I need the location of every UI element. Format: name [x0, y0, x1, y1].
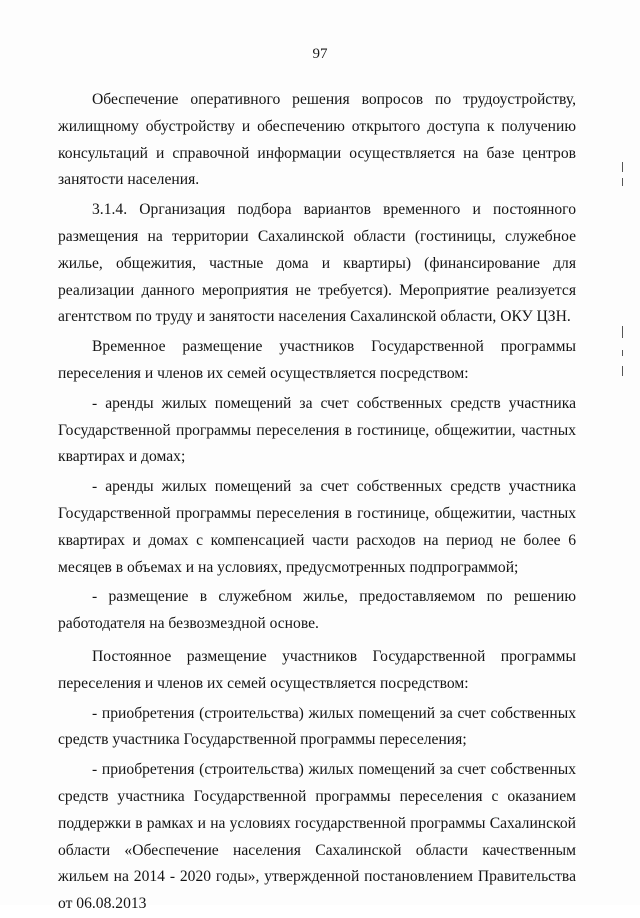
- scan-artifact: [622, 350, 623, 356]
- scan-artifact: [622, 326, 623, 338]
- paragraph: Обеспечение оперативного решения вопросов по трудоустройству, жилищному обустройству и обеспечению открытого доступа к получению консультаций и справочной информации осуществляется на базе центров занятости населения.: [58, 91, 576, 189]
- paragraph: Постоянное размещение участников Государственной программы переселения и членов их семей осуществляется посредством:: [58, 647, 576, 692]
- page-body: [58, 87, 576, 918]
- paragraph: Временное размещение участников Государственной программы переселения и членов их семей осуществляется посредством:: [58, 338, 576, 382]
- scan-artifact: [622, 162, 623, 172]
- page-number: 97: [312, 46, 328, 62]
- scan-artifact: [622, 178, 623, 186]
- list-item: - приобретения (строительства) жилых помещений за счет собственных средств участника Государственной программы переселения с оказанием поддержки в рамках и на условиях государственной программы Сахалинской области «Обеспечение населения Сахалинской области качественным жильем на 2014 - 2020 годы», утвержденной постановлением Правительства от 06.08.2013: [58, 761, 576, 913]
- list-item: - аренды жилых помещений за счет собственных средств участника Государственной программы переселения в гостинице, общежитии, частных квартирах и домах с компенсацией части расходов на период не более 6 месяцев в объемах и на условиях, предусмотренных подпрограммой;: [58, 478, 576, 576]
- scan-artifact: [622, 366, 623, 376]
- paragraph: 3.1.4. Организация подбора вариантов временного и постоянного размещения на территории Сахалинской области (гостиницы, служебное жилье, общежития, частные дома и квартиры) (финансирование для реализации данного мероприятия не требуется). Мероприятие реализуется агентством по труду и занятости населения Сахалинской области, ОКУ ЦЗН.: [58, 201, 576, 326]
- list-item: - аренды жилых помещений за счет собственных средств участника Государственной программы переселения в гостинице, общежитии, частных квартирах и домах;: [58, 394, 576, 466]
- list-item: - приобретения (строительства) жилых помещений за счет собственных средств участника Государственной программы переселения;: [58, 704, 576, 749]
- list-item: - размещение в служебном жилье, предоставляемом по решению работодателя на безвозмездной основе.: [58, 588, 576, 633]
